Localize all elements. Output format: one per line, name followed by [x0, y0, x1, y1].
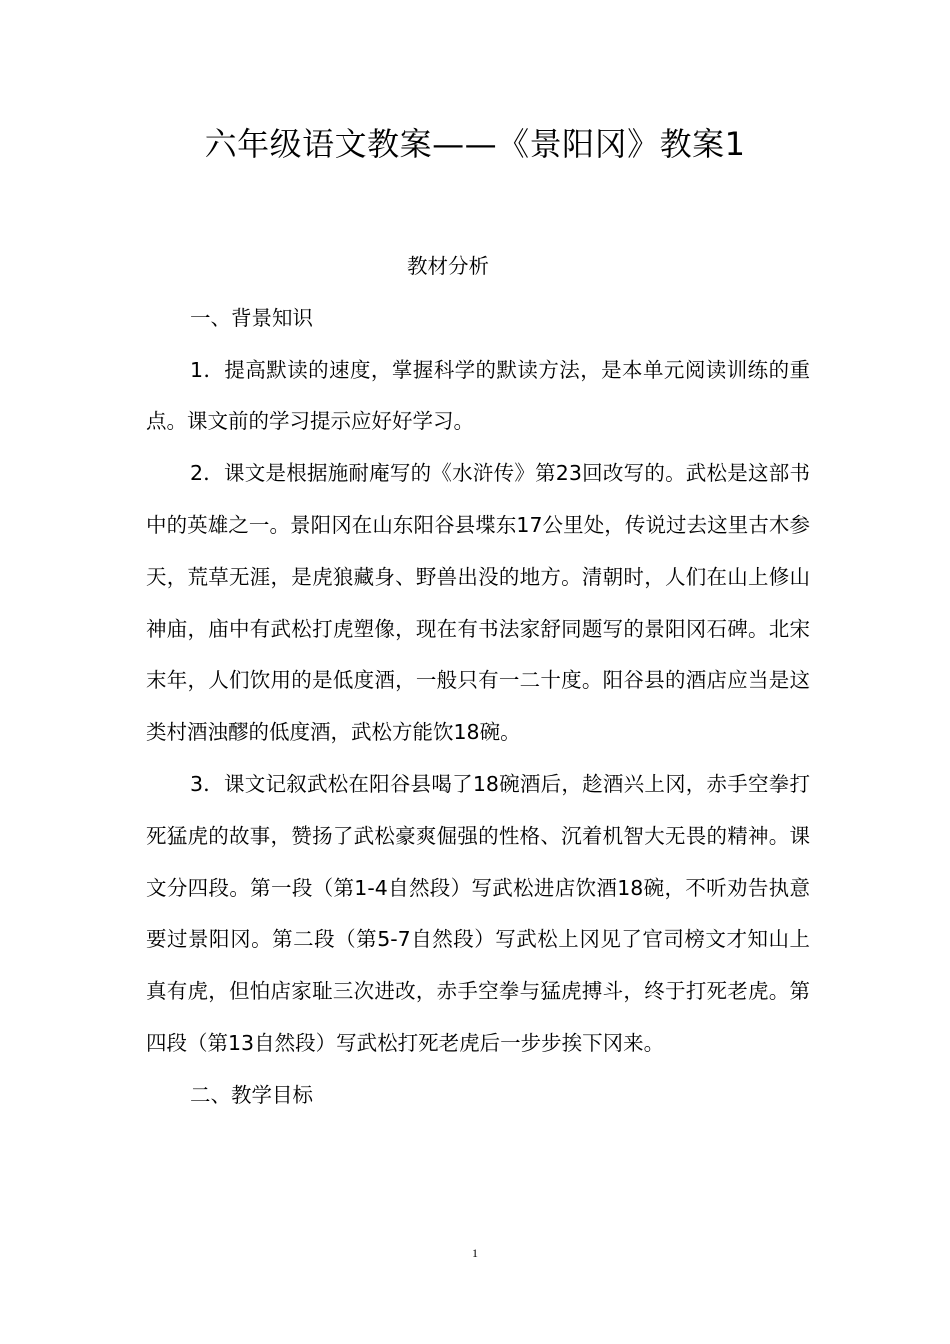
document-body — [146, 241, 810, 1122]
paragraph-2: 2．课文是根据施耐庵写的《水浒传》第23回改写的。武松是这部书中的英雄之一。景阳冈在山东阳谷县堞东17公里处，传说过去这里古木参天，荒草无涯，是虎狼藏身、野兽出没的地方。清朝时，人们在山上修山神庙，庙中有武松打虎塑像，现在有书法家舒同题写的景阳冈石碑。北宋末年，人们饮用的是低度酒，一般只有一二十度。阳谷县的酒店应当是这类村酒浊醪的低度酒，武松方能饮18碗。 — [146, 461, 810, 745]
page-number: 1 — [472, 1246, 478, 1260]
paragraph-3: 3．课文记叙武松在阳谷县喝了18碗酒后，趁酒兴上冈，赤手空拳打死猛虎的故事，赞扬了武松豪爽倔强的性格、沉着机智大无畏的精神。课文分四段。第一段（第1-4自然段）写武松进店饮酒18碗，不听劝告执意要过景阳冈。第二段（第5-7自然段）写武松上冈见了官司榜文才知山上真有虎，但怕店家耻三次进改，赤手空拳与猛虎搏斗，终于打死老虎。第四段（第13自然段）写武松打死老虎后一步步挨下冈来。 — [146, 771, 810, 1055]
subheading-background: 一、背景知识 — [190, 305, 313, 330]
subheading-objectives: 二、教学目标 — [190, 1082, 313, 1107]
document-title: 六年级语文教案——《景阳冈》教案1 — [204, 125, 746, 163]
paragraph-1: 1．提高默读的速度，掌握科学的默读方法，是本单元阅读训练的重点。课文前的学习提示应好好学习。 — [146, 357, 810, 434]
section-heading: 教材分析 — [407, 254, 489, 278]
